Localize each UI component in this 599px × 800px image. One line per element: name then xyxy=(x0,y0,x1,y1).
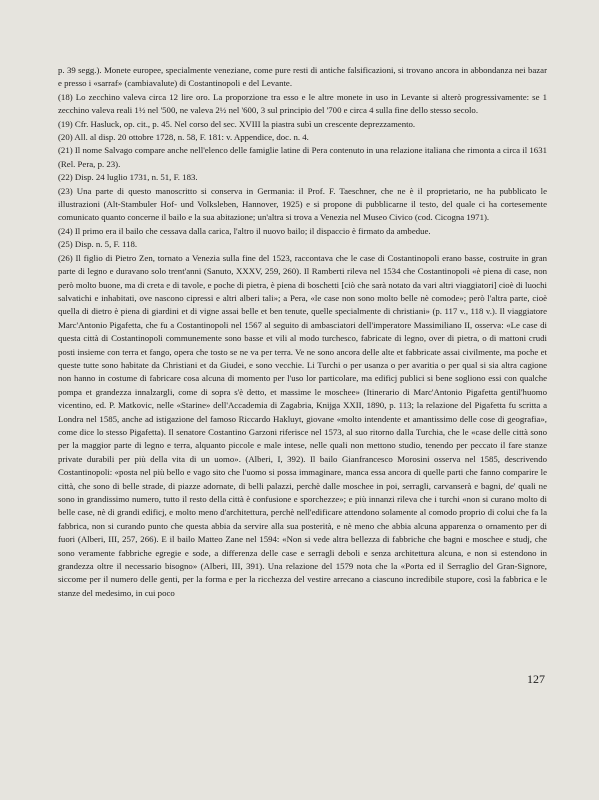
note-paragraph: (22) Disp. 24 luglio 1731, n. 51, F. 183. xyxy=(58,172,198,183)
note-paragraph: (18) Lo zecchino valeva circa 12 lire oro. La proporzione tra esso e le altre monete in uso in Levante si alterò progressivamente: se 1 zecchino valeva reali 1½ nel '500, ne valeva 2½ nel '600, 3 sul principio del '700 e circa 4 sulla fine dello stesso secolo. xyxy=(58,91,547,116)
note-paragraph: (26) Il figlio di Pietro Zen, tornato a Venezia sulla fine del 1523, raccontava che le case di Costantinopoli erano basse, costruite in gran parte di legno e duravano solo trent'anni (Sanuto, XXXV, 259, 260). Il Ramberti rileva nel 1534 che Costantinopoli «è piena di case, non però molto buone, ma di creta e di tavole, e poche di pietra, è piena di boschetti [ciò che sarà notato da vari altri viaggiatori] cioè di luochi salvatichi e inhabitati, ove nascono cipressi e altri alberi tali»; a Pera, «le case non sono molto belle nè comode»; però l'altra parte, cioè quella di dietro è piena di giardini et di vigne assai belle et ben tenute, quelle specialmente di christiani» (p. 117 v., 118 v.). Il viaggiatore Marc'Antonio Pigafetta, che fu a Costantinopoli nel 1567 al seguito di ambasciatori dell'imperatore Massimiliano II, osserva: «Le case di questa città di Costantinopoli communemente sono basse et vili al modo turchesco, fabricate di legno, over di pietra, o di mattoni crudi posti insieme con terra et fango, opera che tosto se ne va per terra. Ve ne sono ancora delle alte et fabbricate assai civilmente, ma poche et queste tutte sono habitate da Christiani et da Giudei, e sono vecchie. Li Turchi o per usanza o per avaritia o per qual si sia altra cagione non hanno in costume di fabricare cosa alcuna di momento per l'uso lor particolare, ma edificj publici si bene sogliono essi con qualche pompa et grandezza innalzargli, come di sopra s'è detto, et massime le moschee» (Itinerario di Marc'Antonio Pigafetta gentil'huomo vicentino, ed. P. Matkovic, nelle «Starine» dell'Accademia di Zagabria, Knijga XXII, 1890, p. 113; la relazione del Pigafetta fu scritta a Londra nel 1585, anche ad istigazione del famoso Riccardo Hakluyt, giovane «molto intendente et amantissimo delle cose di geografia», come dice lo stesso Pigafetta). Il senatore Costantino Garzoni riferisce nel 1573, al suo ritorno dalla Turchia, che le «case delle città sono per la maggior parte di legno e terra, alquanto piccole e male intese, nelle quali non mettono studio, tenendo per peccato il fare stanze private durabili per più della vita di un uomo». (Alberi, I, 392). Il bailo Gianfrancesco Morosini osserva nel 1585, descrivendo Costantinopoli: «posta nel più bello e vago sito che l'uomo si possa immaginare, manca essa ancora di quelle parti che fanno comparire le città, che sono di belle strade, di piazze adornate, di belli palazzi, perchè dalle moschee in poi, serragli, carvanserà e bagni, de' quali ne sono in grandissimo numero, tutto il resto della città è confusione e sporchezze»; e più innanzi rileva che i turchi «non si curano molto di belle case, nè di grandi edificj, e molto meno d'architettura, perchè nell'edificare attendono solamente al comodo proprio di colui che fa la fabbrica, non si curando punto che questa abbia da servire alla sua posterità, e nè meno che abbia alcuna apparenza o ornamento per di fuori (Alberi, III, 257, 266). E il bailo Matteo Zane nel 1594: «Non si vede altra bellezza di fabbriche che bagni e moschee e studj, che sono veramente fabbriche egregie e sode, a differenza delle case e serragli deboli e senza architettura alcuna, e non si estendono in grandezza oltre il necessario bisogno» (Alberi, III, 391). Una relazione del 1579 nota che la «Porta ed il Serraglio del Gran-Signore, siccome per il numero delle genti, per la forma e per la ricchezza del vestire arrecano a ciascuno incredibile stupore, così la fabbrica e le stanze del medesimo, in cui poco xyxy=(58,252,547,598)
note-paragraph: (25) Disp. n. 5, F. 118. xyxy=(58,239,138,250)
note-paragraph: (19) Cfr. Hasluck, op. cit., p. 45. Nel corso del sec. XVIII la piastra subì un crescente deprezzamento. xyxy=(58,118,416,129)
note-paragraph: (21) Il nome Salvago compare anche nell'elenco delle famiglie latine di Pera contenuto in una relazione italiana che rimonta a circa il 1631 (Rel. Pera, p. 23). xyxy=(58,145,547,169)
page-number: 127 xyxy=(527,672,545,686)
note-paragraph: (23) Una parte di questo manoscritto si conserva in Germania: il Prof. F. Taeschner, che ne è il proprietario, ne ha pubblicato le illustrazioni (Alt-Stambuler Hof- und Volksleben, Hannover, 1925) e si propone di pubblicarne il testo, del quale ci ha cortesemente comunicato quanto concerne il bailo e la sua abitazione; un'altra si trova a Venezia nel Museo Civico (cod. Cicogna 1971). xyxy=(58,185,547,223)
note-paragraph: (24) Il primo era il bailo che cessava dalla carica, l'altro il nuovo bailo; il dispaccio è firmato da ambedue. xyxy=(58,225,431,236)
note-paragraph: (20) All. al disp. 20 ottobre 1728, n. 58, F. 181: v. Appendice, doc. n. 4. xyxy=(58,132,309,143)
note-paragraph: p. 39 segg.). Monete europee, specialmente veneziane, come pure resti di antiche falsificazioni, si trovano ancora in abbondanza nei bazar e presso i «sarraf» (cambiavalute) di Costantinopoli e del Levante. xyxy=(58,65,547,89)
footnotes xyxy=(58,64,547,600)
